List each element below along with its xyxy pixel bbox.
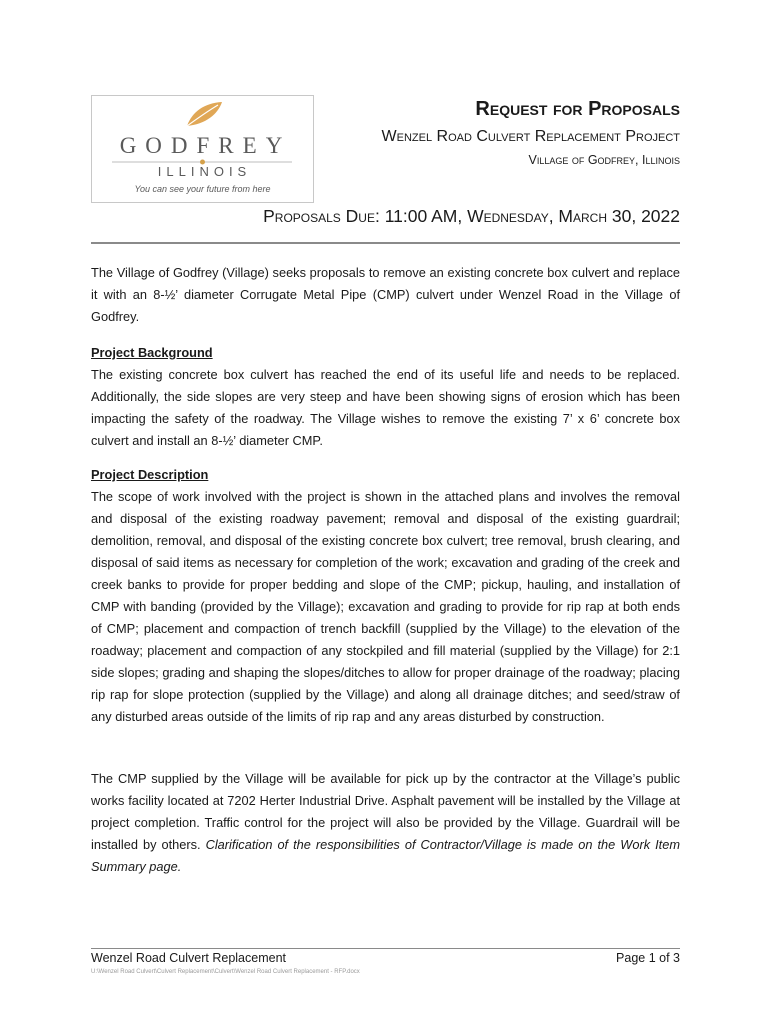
page-title: Request for Proposals <box>475 98 680 120</box>
project-name: Wenzel Road Culvert Replacement Project <box>381 128 680 145</box>
description-paragraph: The scope of work involved with the project is shown in the attached plans and involves the removal and disposal of the existing roadway pavement; removal and disposal of the existing guardrail; demolition, removal, and disposal of the existing concrete box culvert; tree removal, brush clearing, and disposal of said items as necessary for completion of the work; excavation and grading of the creek and creek banks to provide for proper bedding and slope of the CMP; pickup, hauling, and installation of CMP with banding (provided by the Village); excavation and grading to provide for rip rap at both ends of CMP; placement and compaction of trench backfill (supplied by the Village) to the elevation of the roadway; placement and compaction of any stockpiled and fill material (supplied by the Village) for 2:1 side slopes; grading and shaping the slopes/ditches to allow for proper drainage of the roadway; placing rip rap for slope protection (supplied by the Village) and along all drainage ditches; and seed/straw of any disturbed areas outside of the limits of rip rap and any areas disturbed by construction. <box>91 489 680 724</box>
description-heading: Project Description <box>91 467 209 482</box>
page-number: Page 1 of 3 <box>616 951 680 965</box>
cmp-text: The CMP supplied by the Village will be available for pick up by the contractor at the Village’s public works facility located at 7202 Herter Industrial Drive. Asphalt pavement will be installed by the Village at project completion. Traffic control for the project will also be provided by the Village. Guardrail will be installed by others. <box>91 771 680 852</box>
intro-paragraph: The Village of Godfrey (Village) seeks proposals to remove an existing concrete box culvert and replace it with an 8-½’ diameter Corrugate Metal Pipe (CMP) culvert under Wenzel Road in the Village of Godfrey. <box>91 265 680 324</box>
clarification-note: Clarification of the responsibilities of Contractor/Village is made on the Work Item Summary page. <box>91 837 680 874</box>
logo-wordmark: GODFREY <box>119 133 292 158</box>
header-divider <box>91 242 680 244</box>
file-path: U:\Wenzel Road Culvert\Culvert Replacement\Culvert\Wenzel Road Culvert Replacement - RFP.docx <box>91 969 360 975</box>
footer-divider <box>91 948 680 949</box>
background-heading: Project Background <box>91 345 213 360</box>
footer-title: Wenzel Road Culvert Replacement <box>91 951 287 965</box>
leaf-icon <box>184 100 224 130</box>
proposals-due: Proposals Due: 11:00 AM, Wednesday, March 30, 2022 <box>263 206 680 226</box>
godfrey-logo <box>91 95 314 203</box>
logo-state: ILLINOIS <box>157 164 252 179</box>
village-name: Village of Godfrey, Illinois <box>528 153 680 167</box>
logo-tagline: You can see your future from here <box>134 184 271 194</box>
background-paragraph: The existing concrete box culvert has reached the end of its useful life and needs to be replaced. Additionally, the side slopes are very steep and have been showing signs of erosion which has been impacting the safety of the roadway. The Village wishes to remove the existing 7’ x 6’ concrete box culvert and install an 8-½’ diameter CMP. <box>91 367 680 448</box>
cmp-paragraph <box>91 768 680 878</box>
